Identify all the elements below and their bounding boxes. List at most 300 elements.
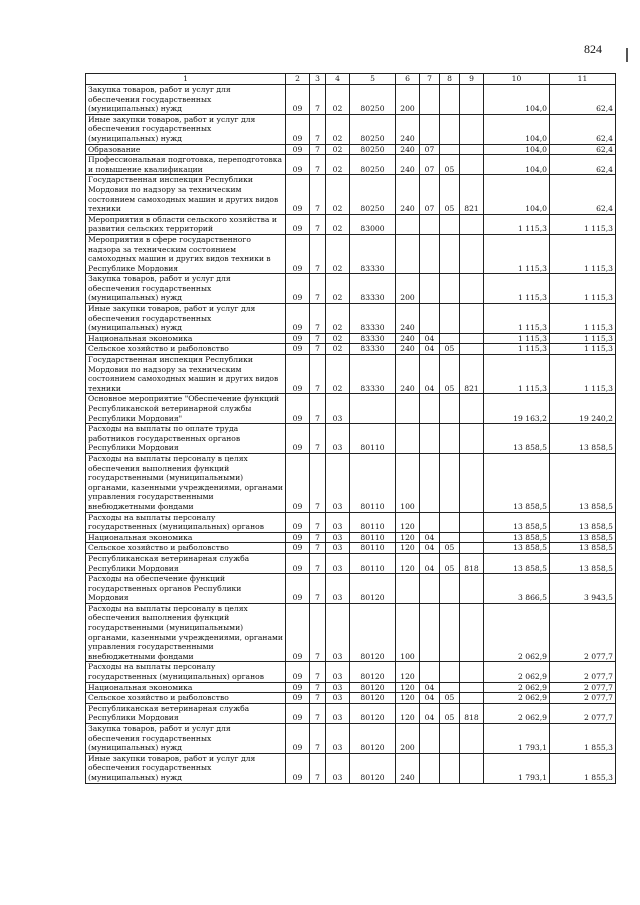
program-code: 7 — [310, 753, 326, 783]
program-code: 7 — [310, 553, 326, 573]
program-code: 7 — [310, 144, 326, 155]
expense-type: 100 — [396, 453, 420, 512]
expense-code: 80110 — [350, 553, 396, 573]
expense-type: 120 — [396, 553, 420, 573]
expense-type: 240 — [396, 304, 420, 334]
amount-year-1: 1 115,3 — [484, 274, 550, 304]
row-description: Республиканская ветеринарная служба Республики Мордовия — [86, 703, 286, 723]
subdivision-code — [440, 304, 460, 334]
subdivision-code — [440, 234, 460, 273]
section-code: 09 — [286, 724, 310, 754]
expense-code: 80120 — [350, 693, 396, 704]
program-code: 7 — [310, 543, 326, 554]
subprogram-code: 02 — [326, 344, 350, 355]
subdivision-code — [440, 274, 460, 304]
amount-year-2: 3 943,5 — [550, 574, 616, 604]
program-code: 7 — [310, 85, 326, 115]
amount-year-2: 62,4 — [550, 155, 616, 175]
expense-type: 240 — [396, 355, 420, 394]
subdivision-code — [440, 144, 460, 155]
amount-year-1: 104,0 — [484, 175, 550, 214]
section-code: 09 — [286, 603, 310, 662]
division-code — [420, 574, 440, 604]
amount-year-1: 19 163,2 — [484, 394, 550, 424]
row-description: Закупка товаров, работ и услуг для обеспечения государственных (муниципальных) нужд — [86, 274, 286, 304]
program-code: 7 — [310, 574, 326, 604]
subprogram-code: 03 — [326, 394, 350, 424]
expense-type: 200 — [396, 724, 420, 754]
subprogram-code: 02 — [326, 355, 350, 394]
subprogram-code: 03 — [326, 574, 350, 604]
amount-year-2: 13 858,5 — [550, 553, 616, 573]
section-code: 09 — [286, 214, 310, 234]
table-row — [86, 553, 616, 573]
section-code: 09 — [286, 304, 310, 334]
column-header: 4 — [326, 74, 350, 85]
column-header: 3 — [310, 74, 326, 85]
division-code — [420, 234, 440, 273]
subdivision-code — [440, 394, 460, 424]
subprogram-code: 02 — [326, 214, 350, 234]
table-row — [86, 234, 616, 273]
expense-code: 80120 — [350, 662, 396, 682]
section-code: 09 — [286, 394, 310, 424]
amount-year-2: 2 077,7 — [550, 682, 616, 693]
ministry-code — [460, 114, 484, 144]
table-row — [86, 724, 616, 754]
table-row — [86, 682, 616, 693]
subdivision-code — [440, 603, 460, 662]
expense-code: 80250 — [350, 114, 396, 144]
row-description: Республиканская ветеринарная служба Республики Мордовия — [86, 553, 286, 573]
amount-year-2: 1 855,3 — [550, 753, 616, 783]
column-header: 6 — [396, 74, 420, 85]
subdivision-code: 05 — [440, 155, 460, 175]
amount-year-2: 1 855,3 — [550, 724, 616, 754]
budget-table — [85, 73, 616, 784]
expense-type — [396, 214, 420, 234]
subprogram-code: 02 — [326, 274, 350, 304]
expense-type — [396, 394, 420, 424]
subprogram-code: 03 — [326, 662, 350, 682]
ministry-code — [460, 724, 484, 754]
row-description: Закупка товаров, работ и услуг для обеспечения государственных (муниципальных) нужд — [86, 85, 286, 115]
expense-code: 83330 — [350, 234, 396, 273]
subprogram-code: 03 — [326, 703, 350, 723]
amount-year-1: 2 062,9 — [484, 693, 550, 704]
subprogram-code: 02 — [326, 155, 350, 175]
row-description: Национальная экономика — [86, 532, 286, 543]
program-code: 7 — [310, 274, 326, 304]
program-code: 7 — [310, 603, 326, 662]
program-code: 7 — [310, 512, 326, 532]
column-header: 9 — [460, 74, 484, 85]
amount-year-1: 2 062,9 — [484, 682, 550, 693]
subprogram-code: 03 — [326, 543, 350, 554]
section-code: 09 — [286, 274, 310, 304]
division-code: 04 — [420, 333, 440, 344]
section-code: 09 — [286, 355, 310, 394]
table-row — [86, 532, 616, 543]
row-description: Расходы на выплаты персоналу в целях обеспечения выполнения функций государственными (муниципальными) органами, казенными учреждениями, органами управления государственными внебюджетными фондами — [86, 453, 286, 512]
expense-type — [396, 424, 420, 454]
table-row — [86, 355, 616, 394]
ministry-code — [460, 394, 484, 424]
subprogram-code: 03 — [326, 532, 350, 543]
subprogram-code: 03 — [326, 753, 350, 783]
expense-code: 80120 — [350, 682, 396, 693]
table-row — [86, 703, 616, 723]
row-description: Расходы на выплаты персоналу государственных (муниципальных) органов — [86, 662, 286, 682]
subdivision-code — [440, 424, 460, 454]
amount-year-1: 104,0 — [484, 144, 550, 155]
division-code — [420, 394, 440, 424]
table-row — [86, 344, 616, 355]
expense-type: 100 — [396, 603, 420, 662]
section-code: 09 — [286, 512, 310, 532]
table-row — [86, 693, 616, 704]
program-code: 7 — [310, 304, 326, 334]
table-row — [86, 574, 616, 604]
division-code — [420, 512, 440, 532]
ministry-code — [460, 753, 484, 783]
ministry-code — [460, 574, 484, 604]
column-header: 5 — [350, 74, 396, 85]
subdivision-code: 05 — [440, 703, 460, 723]
division-code: 04 — [420, 682, 440, 693]
subprogram-code: 03 — [326, 682, 350, 693]
expense-code: 80250 — [350, 144, 396, 155]
ministry-code — [460, 603, 484, 662]
expense-code: 80110 — [350, 424, 396, 454]
amount-year-1: 104,0 — [484, 155, 550, 175]
ministry-code: 818 — [460, 553, 484, 573]
subdivision-code — [440, 114, 460, 144]
subprogram-code: 03 — [326, 424, 350, 454]
amount-year-1: 104,0 — [484, 114, 550, 144]
subprogram-code: 02 — [326, 234, 350, 273]
row-description: Закупка товаров, работ и услуг для обеспечения государственных (муниципальных) нужд — [86, 724, 286, 754]
division-code — [420, 724, 440, 754]
column-header: 11 — [550, 74, 616, 85]
division-code: 04 — [420, 355, 440, 394]
amount-year-2: 1 115,3 — [550, 234, 616, 273]
program-code: 7 — [310, 724, 326, 754]
division-code: 07 — [420, 155, 440, 175]
amount-year-1: 13 858,5 — [484, 453, 550, 512]
amount-year-1: 13 858,5 — [484, 512, 550, 532]
amount-year-2: 13 858,5 — [550, 532, 616, 543]
table-row — [86, 753, 616, 783]
program-code: 7 — [310, 662, 326, 682]
row-description: Расходы на обеспечение функций государственных органов Республики Мордовия — [86, 574, 286, 604]
table-row — [86, 155, 616, 175]
row-description: Национальная экономика — [86, 682, 286, 693]
subprogram-code: 03 — [326, 553, 350, 573]
division-code — [420, 424, 440, 454]
expense-type: 120 — [396, 682, 420, 693]
subdivision-code — [440, 453, 460, 512]
row-description: Основное мероприятие "Обеспечение функций Республиканской ветеринарной службы Республики Мордовия" — [86, 394, 286, 424]
section-code: 09 — [286, 553, 310, 573]
expense-type: 200 — [396, 274, 420, 304]
subdivision-code: 05 — [440, 553, 460, 573]
division-code: 04 — [420, 344, 440, 355]
ministry-code — [460, 682, 484, 693]
amount-year-2: 13 858,5 — [550, 543, 616, 554]
row-description: Иные закупки товаров, работ и услуг для обеспечения государственных (муниципальных) нужд — [86, 114, 286, 144]
section-code: 09 — [286, 175, 310, 214]
ministry-code — [460, 214, 484, 234]
table-row — [86, 144, 616, 155]
amount-year-1: 1 793,1 — [484, 724, 550, 754]
table-row — [86, 85, 616, 115]
program-code: 7 — [310, 453, 326, 512]
ministry-code — [460, 344, 484, 355]
program-code: 7 — [310, 532, 326, 543]
section-code: 09 — [286, 144, 310, 155]
amount-year-1: 1 115,3 — [484, 344, 550, 355]
division-code: 04 — [420, 532, 440, 543]
expense-code: 80120 — [350, 724, 396, 754]
column-header: 7 — [420, 74, 440, 85]
subprogram-code: 03 — [326, 724, 350, 754]
section-code: 09 — [286, 424, 310, 454]
amount-year-1: 1 793,1 — [484, 753, 550, 783]
expense-type: 120 — [396, 543, 420, 554]
division-code — [420, 453, 440, 512]
column-header: 8 — [440, 74, 460, 85]
amount-year-1: 2 062,9 — [484, 662, 550, 682]
subdivision-code — [440, 724, 460, 754]
expense-type: 240 — [396, 114, 420, 144]
expense-type: 240 — [396, 344, 420, 355]
amount-year-1: 3 866,5 — [484, 574, 550, 604]
page-number: 824 — [584, 42, 602, 56]
subdivision-code — [440, 85, 460, 115]
division-code: 04 — [420, 553, 440, 573]
expense-code: 80110 — [350, 532, 396, 543]
amount-year-1: 13 858,5 — [484, 532, 550, 543]
expense-code: 80120 — [350, 574, 396, 604]
section-code: 09 — [286, 693, 310, 704]
column-header: 10 — [484, 74, 550, 85]
amount-year-2: 13 858,5 — [550, 424, 616, 454]
section-code: 09 — [286, 344, 310, 355]
expense-code: 80110 — [350, 453, 396, 512]
subprogram-code: 03 — [326, 512, 350, 532]
program-code: 7 — [310, 114, 326, 144]
section-code: 09 — [286, 703, 310, 723]
ministry-code — [460, 424, 484, 454]
program-code: 7 — [310, 344, 326, 355]
section-code: 09 — [286, 543, 310, 554]
table-row — [86, 274, 616, 304]
amount-year-2: 1 115,3 — [550, 344, 616, 355]
column-header: 1 — [86, 74, 286, 85]
section-code: 09 — [286, 85, 310, 115]
ministry-code — [460, 333, 484, 344]
amount-year-2: 62,4 — [550, 175, 616, 214]
table-row — [86, 304, 616, 334]
program-code: 7 — [310, 234, 326, 273]
expense-code — [350, 394, 396, 424]
subprogram-code: 03 — [326, 453, 350, 512]
ministry-code: 821 — [460, 175, 484, 214]
row-description: Мероприятия в области сельского хозяйства и развития сельских территорий — [86, 214, 286, 234]
amount-year-2: 62,4 — [550, 114, 616, 144]
subprogram-code: 03 — [326, 693, 350, 704]
table-row — [86, 424, 616, 454]
amount-year-2: 1 115,3 — [550, 333, 616, 344]
subdivision-code: 05 — [440, 344, 460, 355]
subdivision-code — [440, 333, 460, 344]
table-row — [86, 512, 616, 532]
division-code — [420, 114, 440, 144]
expense-code: 80110 — [350, 543, 396, 554]
row-description: Государственная инспекция Республики Мордовия по надзору за техническим состоянием самоходных машин и других видов техники — [86, 355, 286, 394]
expense-code: 83330 — [350, 304, 396, 334]
subdivision-code — [440, 682, 460, 693]
row-description: Национальная экономика — [86, 333, 286, 344]
row-description: Образование — [86, 144, 286, 155]
subprogram-code: 02 — [326, 144, 350, 155]
ministry-code: 818 — [460, 703, 484, 723]
expense-type: 240 — [396, 333, 420, 344]
amount-year-1: 1 115,3 — [484, 214, 550, 234]
ministry-code — [460, 693, 484, 704]
program-code: 7 — [310, 703, 326, 723]
ministry-code — [460, 155, 484, 175]
table-row — [86, 333, 616, 344]
row-description: Расходы на выплаты персоналу в целях обеспечения выполнения функций государственными (муниципальными) органами, казенными учреждениями, органами управления государственными внебюджетными фондами — [86, 603, 286, 662]
subprogram-code: 03 — [326, 603, 350, 662]
amount-year-2: 62,4 — [550, 85, 616, 115]
section-code: 09 — [286, 682, 310, 693]
row-description: Сельское хозяйство и рыболовство — [86, 344, 286, 355]
section-code: 09 — [286, 453, 310, 512]
division-code — [420, 753, 440, 783]
division-code — [420, 304, 440, 334]
program-code: 7 — [310, 355, 326, 394]
expense-type: 240 — [396, 155, 420, 175]
ministry-code — [460, 543, 484, 554]
ministry-code — [460, 234, 484, 273]
expense-type: 240 — [396, 753, 420, 783]
subdivision-code — [440, 574, 460, 604]
expense-type: 200 — [396, 85, 420, 115]
amount-year-1: 13 858,5 — [484, 543, 550, 554]
amount-year-2: 19 240,2 — [550, 394, 616, 424]
row-description: Профессиональная подготовка, переподготовка и повышение квалификации — [86, 155, 286, 175]
table-header-row — [86, 74, 616, 85]
ministry-code: 821 — [460, 355, 484, 394]
subdivision-code: 05 — [440, 355, 460, 394]
amount-year-1: 2 062,9 — [484, 703, 550, 723]
expense-code: 83330 — [350, 274, 396, 304]
amount-year-1: 2 062,9 — [484, 603, 550, 662]
section-code: 09 — [286, 574, 310, 604]
scan-edge-mark — [626, 48, 628, 62]
table-row — [86, 453, 616, 512]
division-code — [420, 85, 440, 115]
table-row — [86, 543, 616, 554]
amount-year-2: 13 858,5 — [550, 453, 616, 512]
amount-year-2: 1 115,3 — [550, 355, 616, 394]
division-code — [420, 274, 440, 304]
expense-code: 83330 — [350, 333, 396, 344]
row-description: Иные закупки товаров, работ и услуг для обеспечения государственных (муниципальных) нужд — [86, 304, 286, 334]
division-code — [420, 603, 440, 662]
division-code — [420, 214, 440, 234]
ministry-code — [460, 512, 484, 532]
expense-code: 83330 — [350, 344, 396, 355]
division-code: 04 — [420, 543, 440, 554]
amount-year-1: 1 115,3 — [484, 355, 550, 394]
expense-type: 120 — [396, 662, 420, 682]
division-code — [420, 662, 440, 682]
subdivision-code: 05 — [440, 175, 460, 214]
amount-year-2: 62,4 — [550, 144, 616, 155]
ministry-code — [460, 85, 484, 115]
expense-type: 120 — [396, 693, 420, 704]
amount-year-2: 2 077,7 — [550, 693, 616, 704]
program-code: 7 — [310, 424, 326, 454]
program-code: 7 — [310, 394, 326, 424]
expense-code: 80250 — [350, 155, 396, 175]
table-row — [86, 114, 616, 144]
table-row — [86, 214, 616, 234]
division-code: 04 — [420, 703, 440, 723]
section-code: 09 — [286, 662, 310, 682]
amount-year-2: 13 858,5 — [550, 512, 616, 532]
expense-code: 80250 — [350, 175, 396, 214]
subdivision-code — [440, 662, 460, 682]
program-code: 7 — [310, 333, 326, 344]
column-header: 2 — [286, 74, 310, 85]
division-code: 07 — [420, 175, 440, 214]
row-description: Сельское хозяйство и рыболовство — [86, 543, 286, 554]
section-code: 09 — [286, 333, 310, 344]
amount-year-1: 1 115,3 — [484, 304, 550, 334]
expense-type — [396, 574, 420, 604]
section-code: 09 — [286, 753, 310, 783]
expense-code: 80120 — [350, 703, 396, 723]
amount-year-1: 1 115,3 — [484, 234, 550, 273]
subdivision-code — [440, 214, 460, 234]
row-description: Мероприятия в сфере государственного надзора за техническим состоянием самоходных машин и других видов техники в Республике Мордовия — [86, 234, 286, 273]
amount-year-2: 1 115,3 — [550, 304, 616, 334]
amount-year-2: 2 077,7 — [550, 662, 616, 682]
table-row — [86, 603, 616, 662]
subprogram-code: 02 — [326, 175, 350, 214]
section-code: 09 — [286, 532, 310, 543]
program-code: 7 — [310, 682, 326, 693]
amount-year-2: 1 115,3 — [550, 274, 616, 304]
row-description: Иные закупки товаров, работ и услуг для обеспечения государственных (муниципальных) нужд — [86, 753, 286, 783]
program-code: 7 — [310, 693, 326, 704]
program-code: 7 — [310, 214, 326, 234]
amount-year-1: 13 858,5 — [484, 553, 550, 573]
section-code: 09 — [286, 114, 310, 144]
expense-type: 120 — [396, 532, 420, 543]
subdivision-code: 05 — [440, 543, 460, 554]
expense-type — [396, 234, 420, 273]
subdivision-code — [440, 532, 460, 543]
row-description: Сельское хозяйство и рыболовство — [86, 693, 286, 704]
row-description: Государственная инспекция Республики Мордовия по надзору за техническим состоянием самоходных машин и других видов техники — [86, 175, 286, 214]
ministry-code — [460, 144, 484, 155]
